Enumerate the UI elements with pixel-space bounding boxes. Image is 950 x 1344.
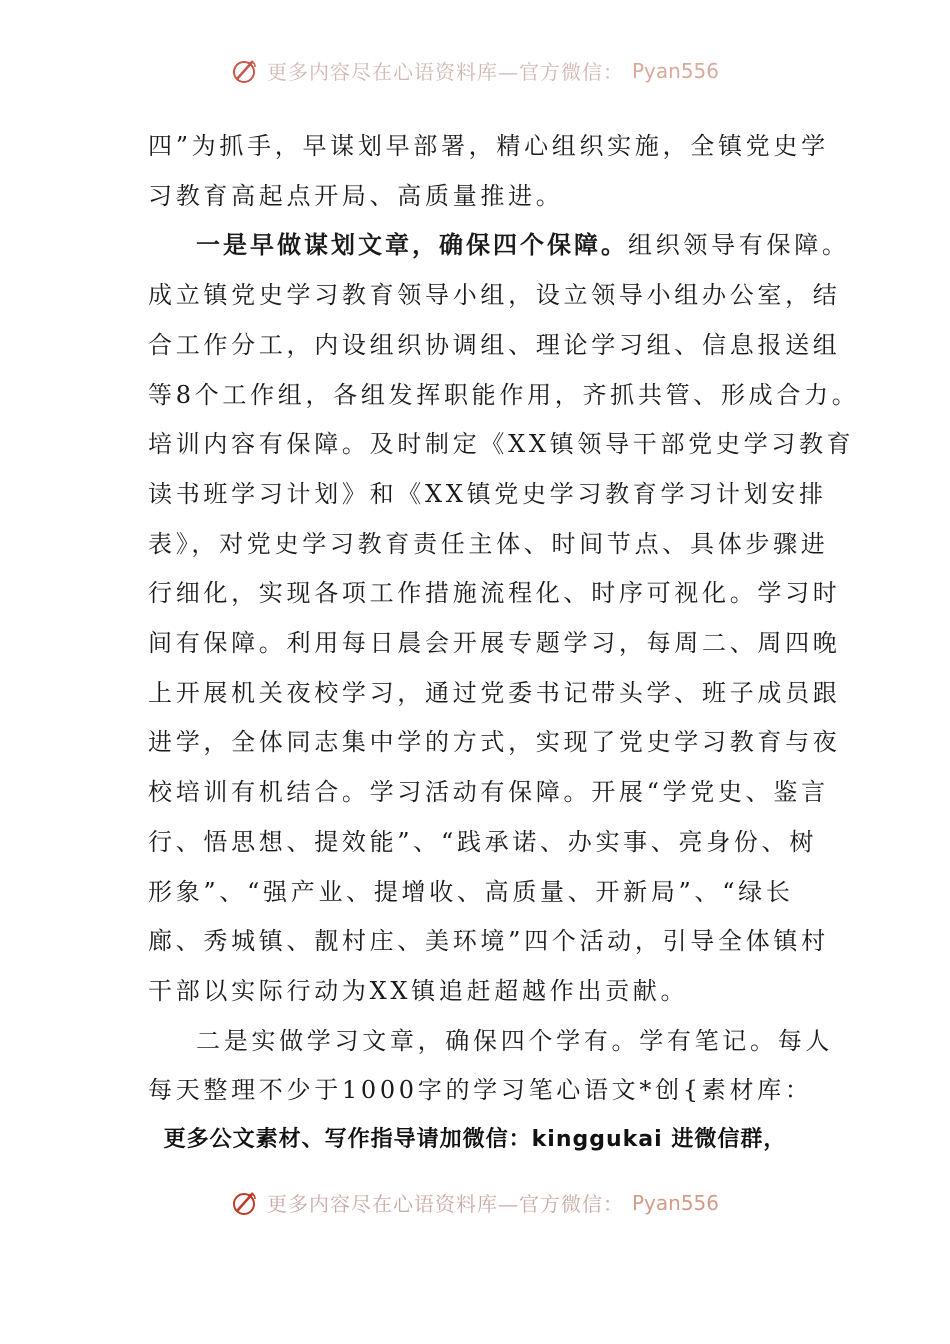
quill-logo-icon — [231, 57, 259, 85]
text-line: 干部以实际行动为XX镇追赶超越作出贡献。 — [148, 976, 689, 1005]
text-line: 廊、秀城镇、靓村庄、美环境”四个活动，引导全体镇村 — [148, 927, 829, 956]
text-line: 等8个工作组，各组发挥职能作用，齐抓共管、形成合力。 — [148, 380, 860, 409]
promo-line: 更多公文素材、写作指导请加微信：kinggukai 进微信群， — [163, 1127, 787, 1152]
text-line: 行细化，实现各项工作措施流程化、时序可视化。学习时 — [148, 579, 841, 608]
watermark-text: 更多内容尽在心语资料库—官方微信： — [266, 60, 624, 84]
text-line: 读书班学习计划》和《XX镇党史学习教育学习计划安排 — [148, 479, 827, 508]
text-line: 每天整理不少于1000字的学习笔心语文*创{素材库： — [148, 1076, 813, 1105]
watermark-top — [0, 56, 950, 85]
text-line: 进学，全体同志集中学的方式，实现了党史学习教育与夜 — [148, 728, 841, 757]
text-line: 上开展机关夜校学习，通过党委书记带头学、班子成员跟 — [148, 678, 841, 707]
text-run: 组织领导有保障。 — [628, 231, 850, 260]
text-line: 形象”、“强产业、提增收、高质量、开新局”、“绿长 — [148, 877, 794, 906]
text-line: 二是实做学习文章，确保四个学有。学有笔记。每人 — [196, 1026, 834, 1055]
text-line: 培训内容有保障。及时制定《XX镇领导干部党史学习教育 — [148, 430, 855, 459]
text-line: 成立镇党史学习教育领导小组，设立领导小组办公室，结 — [148, 281, 841, 310]
watermark-bottom — [0, 1188, 950, 1217]
paragraph-lead-line — [148, 221, 850, 271]
document-body — [148, 122, 860, 1116]
watermark-handle: Pyan556 — [631, 58, 719, 83]
text-line: 合工作分工，内设组织协调组、理论学习组、信息报送组 — [148, 330, 841, 359]
text-line: 行、悟思想、提效能”、“践承诺、办实事、亮身份、树 — [148, 827, 818, 856]
quill-logo-icon — [231, 1189, 259, 1217]
text-line: 间有保障。利用每日晨会开展专题学习，每周二、周四晚 — [148, 629, 841, 658]
watermark-handle: Pyan556 — [631, 1190, 719, 1215]
text-line: 习教育高起点开局、高质量推进。 — [148, 181, 564, 210]
text-line: 校培训有机结合。学习活动有保障。开展“学党史、鉴言 — [148, 778, 829, 807]
watermark-text: 更多内容尽在心语资料库—官方微信： — [266, 1192, 624, 1216]
paragraph-heading-bold: 一是早做谋划文章，确保四个保障。 — [196, 231, 628, 260]
text-line: 表》，对党史学习教育责任主体、时间节点、具体步骤进 — [148, 529, 829, 558]
text-line: 四”为抓手，早谋划早部署，精心组织实施，全镇党史学 — [148, 132, 829, 160]
